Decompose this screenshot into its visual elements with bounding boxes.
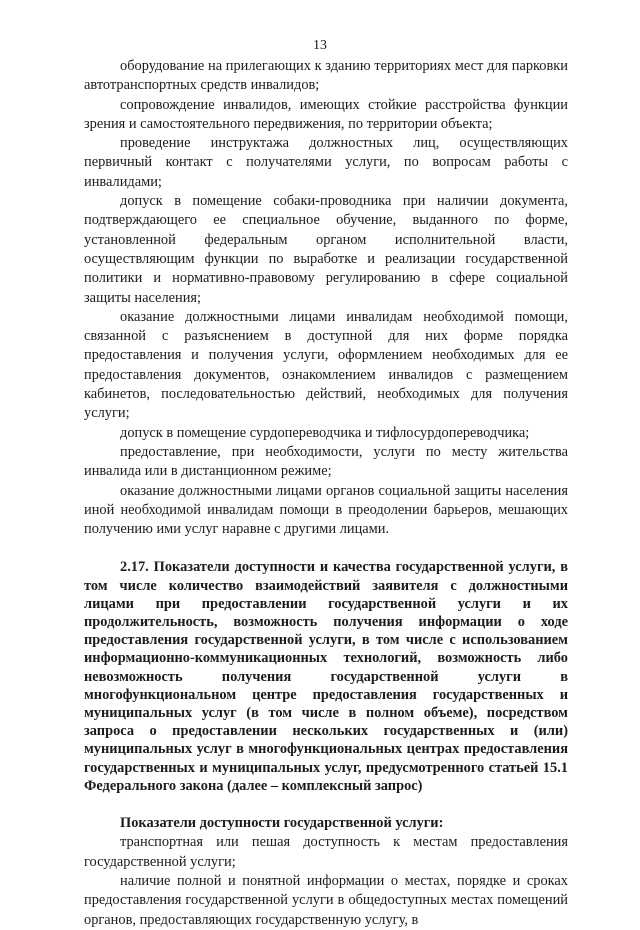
page-content (84, 57, 568, 930)
paragraph-other-help: оказание должностными лицами органов социальной защиты населения иной необходимой инвалидам помощи в преодолении барьеров, мешающих получению ими услуг наравне с другими лицами. (84, 482, 568, 538)
paragraph-parking: оборудование на прилегающих к зданию территориях мест для парковки автотранспортных средств инвалидов; (84, 58, 568, 94)
paragraph-transport: транспортная или пешая доступность к местам предоставления государственной услуги; (84, 834, 568, 870)
paragraph-briefing: проведение инструктажа должностных лиц, осуществляющих первичный контакт с получателями услуги, по вопросам работы с инвалидами; (84, 135, 568, 190)
paragraph-assistance: оказание должностными лицами инвалидам необходимой помощи, связанной с разъяснением в доступной для них форме порядка предоставления и получения услуги, оформлением необходимых для ее предоставления документов, ознакомлением инвалидов с размещением кабинетов, последовательностью действий, необходимых для получения услуги; (84, 308, 568, 422)
paragraph-sign-interpreter: допуск в помещение сурдопереводчика и тифлосурдопереводчика; (120, 424, 530, 441)
page-number: 13 (313, 38, 327, 53)
paragraph-guide-dog: допуск в помещение собаки-проводника при наличии документа, подтверждающего ее специальное обучение, выданного по форме, установленной федеральным органом исполнительной власти, осуществляющим функции по выработке и реализации государственной политики и нормативно-правовому регулированию в сфере социальной защиты населения; (84, 193, 568, 306)
paragraph-remote-service: предоставление, при необходимости, услуги по месту жительства инвалида или в дистанционном режиме; (84, 443, 568, 480)
section-heading-2-17: 2.17. Показатели доступности и качества государственной услуги, в том числе количество взаимодействий заявителя с должностными лицами при предоставлении государственной услуги и их продолжительность, возможность получения информации о ходе предоставления государственной услуги, в том числе с использованием информационно-коммуникационных технологий, возможность либо невозможность получения государственной услуги в многофункциональном центре предоставления государственных и муниципальных услуг (в том числе в полном объеме), посредством запроса о предоставлении нескольких государственных и (или) муниципальных услуг в многофункциональных центрах предоставления государственных и муниципальных услуг, предусмотренного статьей 15.1 Федерального закона (далее – комплексный запрос) (84, 559, 568, 794)
paragraph-information: наличие полной и понятной информации о местах, порядке и сроках предоставления государственной услуги в общедоступных местах помещений органов, предоставляющих государственную услугу, в (84, 872, 568, 928)
paragraph-escort: сопровождение инвалидов, имеющих стойкие расстройства функции зрения и самостоятельного передвижения, по территории объекта; (84, 96, 568, 132)
subheading-accessibility: Показатели доступности государственной услуги: (120, 815, 444, 832)
